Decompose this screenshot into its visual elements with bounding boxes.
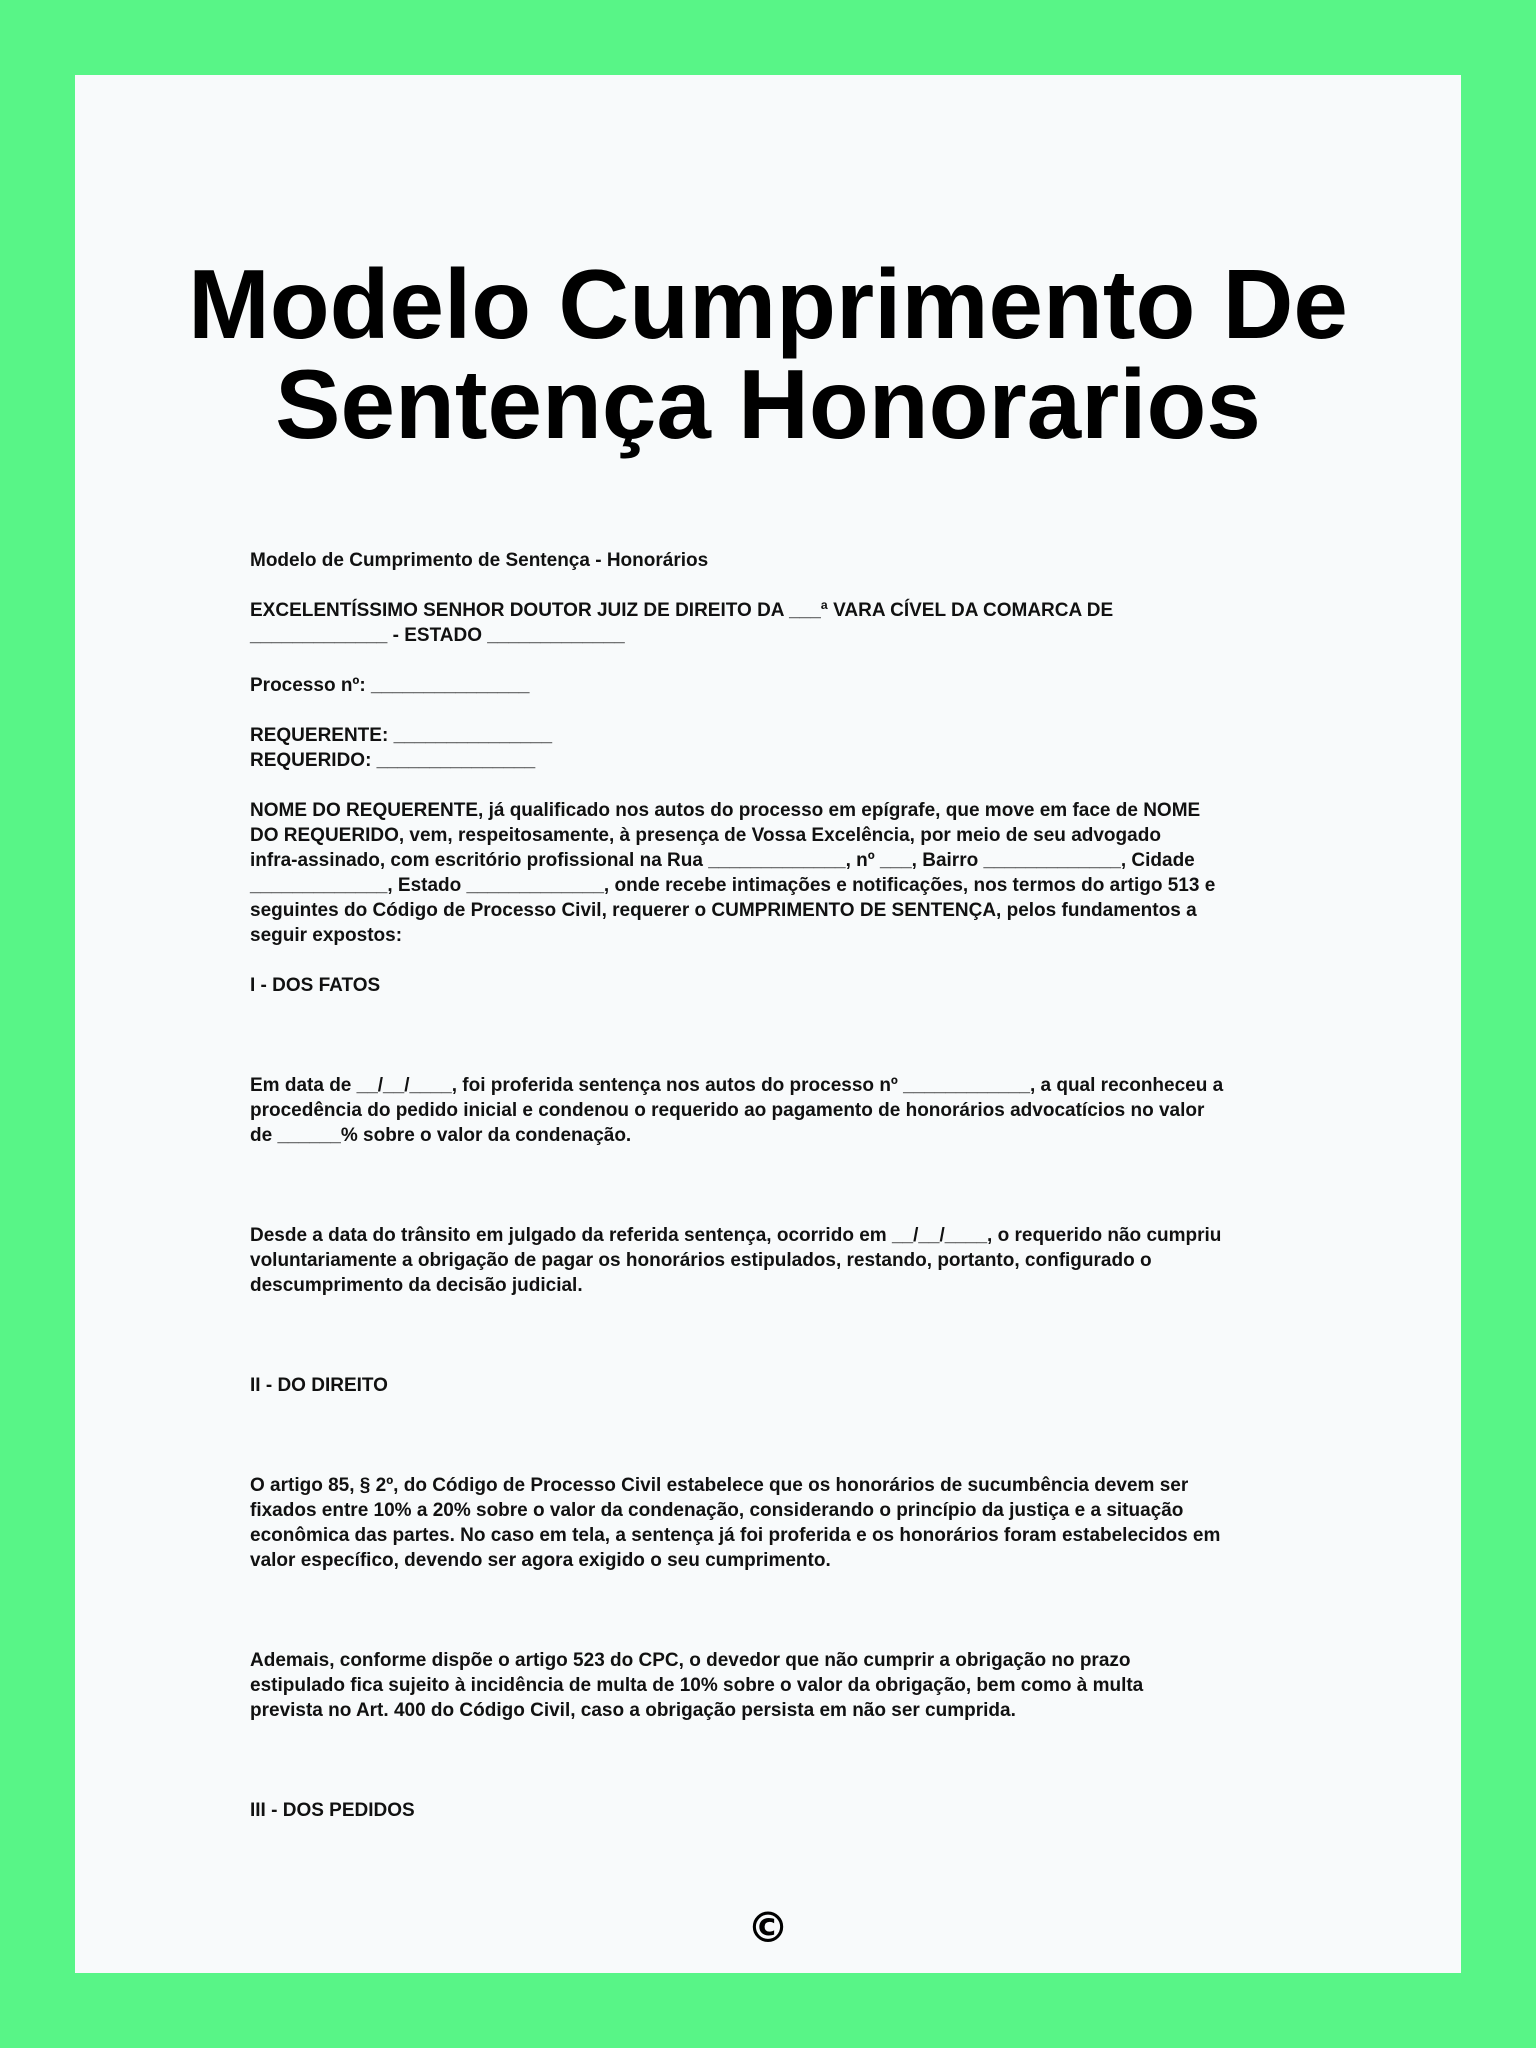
parties xyxy=(250,723,1290,773)
fatos-line: procedência do pedido inicial e condenou o requerido ao pagamento de honorários advocatícios no valor xyxy=(250,1100,1205,1121)
fatos-line: descumprimento da decisão judicial. xyxy=(250,1275,583,1296)
intro-line: DO REQUERIDO, vem, respeitosamente, à presença de Vossa Excelência, por meio de seu advogado xyxy=(250,825,1161,846)
intro-line: seguintes do Código de Processo Civil, requerer o CUMPRIMENTO DE SENTENÇA, pelos fundamentos a xyxy=(250,900,1197,921)
requerido-line: REQUERIDO: _______________ xyxy=(250,750,536,771)
fatos-paragraph-2 xyxy=(250,1223,1290,1298)
direito-line: prevista no Art. 400 do Código Civil, caso a obrigação persista em não ser cumprida. xyxy=(250,1700,1016,1721)
process-number: Processo nº: _______________ xyxy=(250,675,530,696)
fatos-line: voluntariamente a obrigação de pagar os honorários estipulados, restando, portanto, configurado o xyxy=(250,1250,1152,1271)
section-fatos-heading: I - DOS FATOS xyxy=(250,975,381,996)
direito-line: Ademais, conforme dispõe o artigo 523 do CPC, o devedor que não cumprir a obrigação no prazo xyxy=(250,1650,1131,1671)
court-address xyxy=(250,598,1290,648)
document-body xyxy=(250,548,1290,1823)
direito-paragraph-1 xyxy=(250,1473,1290,1573)
title-line-1: Modelo Cumprimento De xyxy=(188,249,1348,359)
requerente-line: REQUERENTE: _______________ xyxy=(250,725,553,746)
fatos-line: de ______% sobre o valor da condenação. xyxy=(250,1125,632,1146)
direito-line: valor específico, devendo ser agora exigido o seu cumprimento. xyxy=(250,1550,831,1571)
fatos-line: Desde a data do trânsito em julgado da referida sentença, ocorrido em __/__/____, o requerido não cumpriu xyxy=(250,1225,1222,1246)
direito-paragraph-2 xyxy=(250,1648,1290,1723)
section-pedidos-heading: III - DOS PEDIDOS xyxy=(250,1800,415,1821)
intro-line: seguir expostos: xyxy=(250,925,403,946)
document-title xyxy=(0,249,1536,459)
court-address-line-2: _____________ - ESTADO _____________ xyxy=(250,625,625,646)
intro-line: _____________, Estado _____________, onde recebe intimações e notificações, nos termos do artigo 513 e xyxy=(250,875,1216,896)
fatos-paragraph-1 xyxy=(250,1073,1290,1148)
section-direito-heading: II - DO DIREITO xyxy=(250,1375,388,1396)
direito-line: O artigo 85, § 2º, do Código de Processo Civil estabelece que os honorários de sucumbência devem ser xyxy=(250,1475,1189,1496)
document-heading: Modelo de Cumprimento de Sentença - Honorários xyxy=(250,550,709,571)
direito-line: estipulado fica sujeito à incidência de multa de 10% sobre o valor da obrigação, bem como à multa xyxy=(250,1675,1144,1696)
court-address-line-1: EXCELENTÍSSIMO SENHOR DOUTOR JUIZ DE DIREITO DA ___ª VARA CÍVEL DA COMARCA DE xyxy=(250,600,1114,621)
direito-line: econômica das partes. No caso em tela, a sentença já foi proferida e os honorários foram estabelecidos em xyxy=(250,1525,1221,1546)
intro-paragraph xyxy=(250,798,1290,948)
intro-line: NOME DO REQUERENTE, já qualificado nos autos do processo em epígrafe, que move em face de NOME xyxy=(250,800,1201,821)
copyright-icon: © xyxy=(747,1903,789,1952)
title-line-2: Sentença Honorarios xyxy=(275,349,1261,459)
direito-line: fixados entre 10% a 20% sobre o valor da condenação, considerando o princípio da justiça e a situação xyxy=(250,1500,1184,1521)
intro-line: infra-assinado, com escritório profissional na Rua _____________, nº ___, Bairro _____________, Cidade xyxy=(250,850,1195,871)
fatos-line: Em data de __/__/____, foi proferida sentença nos autos do processo nº ____________, a qual reconheceu a xyxy=(250,1075,1224,1096)
